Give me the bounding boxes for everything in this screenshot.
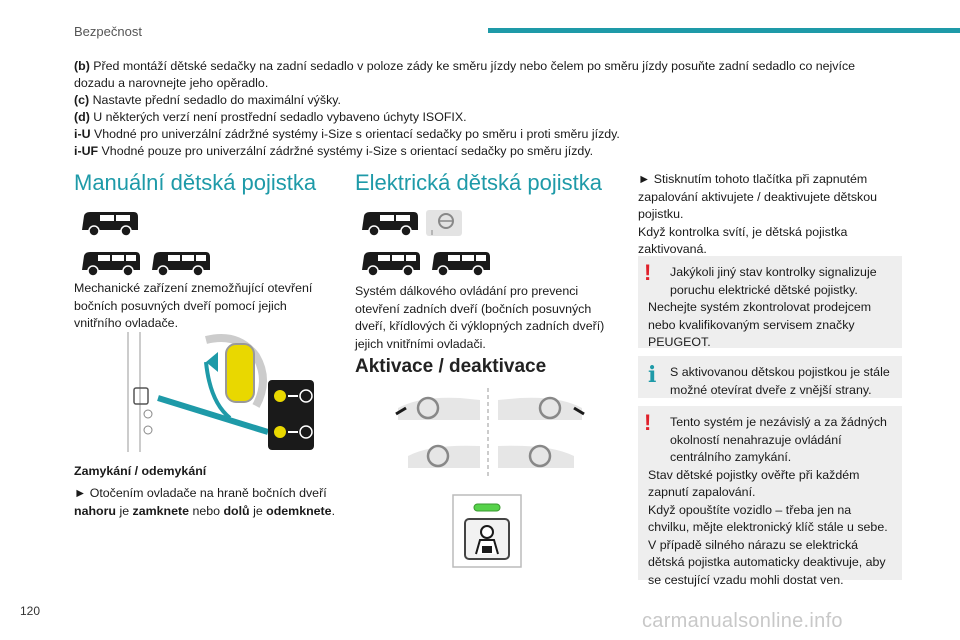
van-short-icon [78,208,142,238]
electric-description: Systém dálkového ovládání pro prevenci otevření zadních dveří (bočních posuvných dveří, křídlových či výklopných zadních dveří) jejich vnitřními ovladači. [355,284,605,351]
warning-icon: ! [644,410,652,435]
intro-notes [74,58,894,160]
manual-instruction: ► Otočením ovladače na hraně bočních dveří nahoru je zamknete nebo dolů je odemknete. [74,486,336,518]
intro-line-d: (d) U některých verzí není prostřední sedadlo vybaveno úchyty ISOFIX. [74,110,467,124]
warning-note-fault: ! Jakýkoli jiný stav kontrolky signalizuje poruchu elektrické dětské pojistky. Nechejte systém zkontrolovat prodejcem nebo kvalifikovaným servisem značky PEUGEOT. [638,256,902,348]
section-header: Bezpečnost [74,24,142,39]
intro-line-iuf: i-UF Vhodné pouze pro univerzální zádržné systémy i-Size s orientací sedačky po směru jízdy. [74,144,594,158]
warning-icon: ! [644,260,652,285]
manual-description: Mechanické zařízení znemožňující otevření bočních posuvných dveří pomocí jejich vnitřního ovladače. [74,281,313,330]
info-icon: i [648,362,657,388]
info-note-outside: i S aktivovanou dětskou pojistkou je stále možné otevírat dveře z vnější strany. [638,356,902,398]
door-lock-figure [88,332,324,452]
child-lock-button-icon [452,494,522,568]
header-bar [488,28,960,33]
manual-title: Manuální dětská pojistka [74,170,317,195]
intro-line-c: (c) Nastavte přední sedadlo do maximální výšky. [74,93,341,107]
van-medium-icon [78,248,142,278]
activation-heading: Aktivace / deaktivace [355,356,547,377]
van-short-icon-electric [358,208,422,238]
manual-subheading: Zamykání / odemykání [74,464,207,478]
warning-note-independent: ! Tento systém je nezávislý a za žádných okolností nenahrazuje ovládání centrálního zamykání. Stav dětské pojistky ověřte při každém zapnutí zapalování. Když opouštíte vozidlo – třeba jen na chvilku, mějte elektronický klíč stále u sebe. V případě silného nárazu se elektrická dětská pojistka automaticky deaktivuje, aby se cestující vzadu mohli dostat ven. [638,406,902,580]
van-medium-icon-electric [358,248,422,278]
van-long-icon [148,248,212,278]
dashboard-positions-figure [390,388,590,478]
van-long-icon-electric [428,248,492,278]
steering-wheel-icon [424,208,464,238]
electric-title: Elektrická dětská pojistka [355,170,602,195]
watermark: carmanualsonline.info [642,610,843,632]
page-number: 120 [20,604,41,618]
intro-line-b: (b) Před montáží dětské sedačky na zadní sedadlo v poloze zády ke směru jízdy nebo čelem po směru jízdy posuňte zadní sedadlo co nejvíce dozadu a narovnejte jeho opěradlo. [74,59,856,90]
button-instruction: ► Stisknutím tohoto tlačítka při zapnutém zapalování aktivujete / deaktivujete dětskou pojistku. Když kontrolka svítí, je dětská pojistka zaktivovaná. [638,172,878,256]
intro-line-iu: i-U Vhodné pro univerzální zádržné systémy i-Size s orientací sedačky po směru i proti směru jízdy. [74,127,620,141]
